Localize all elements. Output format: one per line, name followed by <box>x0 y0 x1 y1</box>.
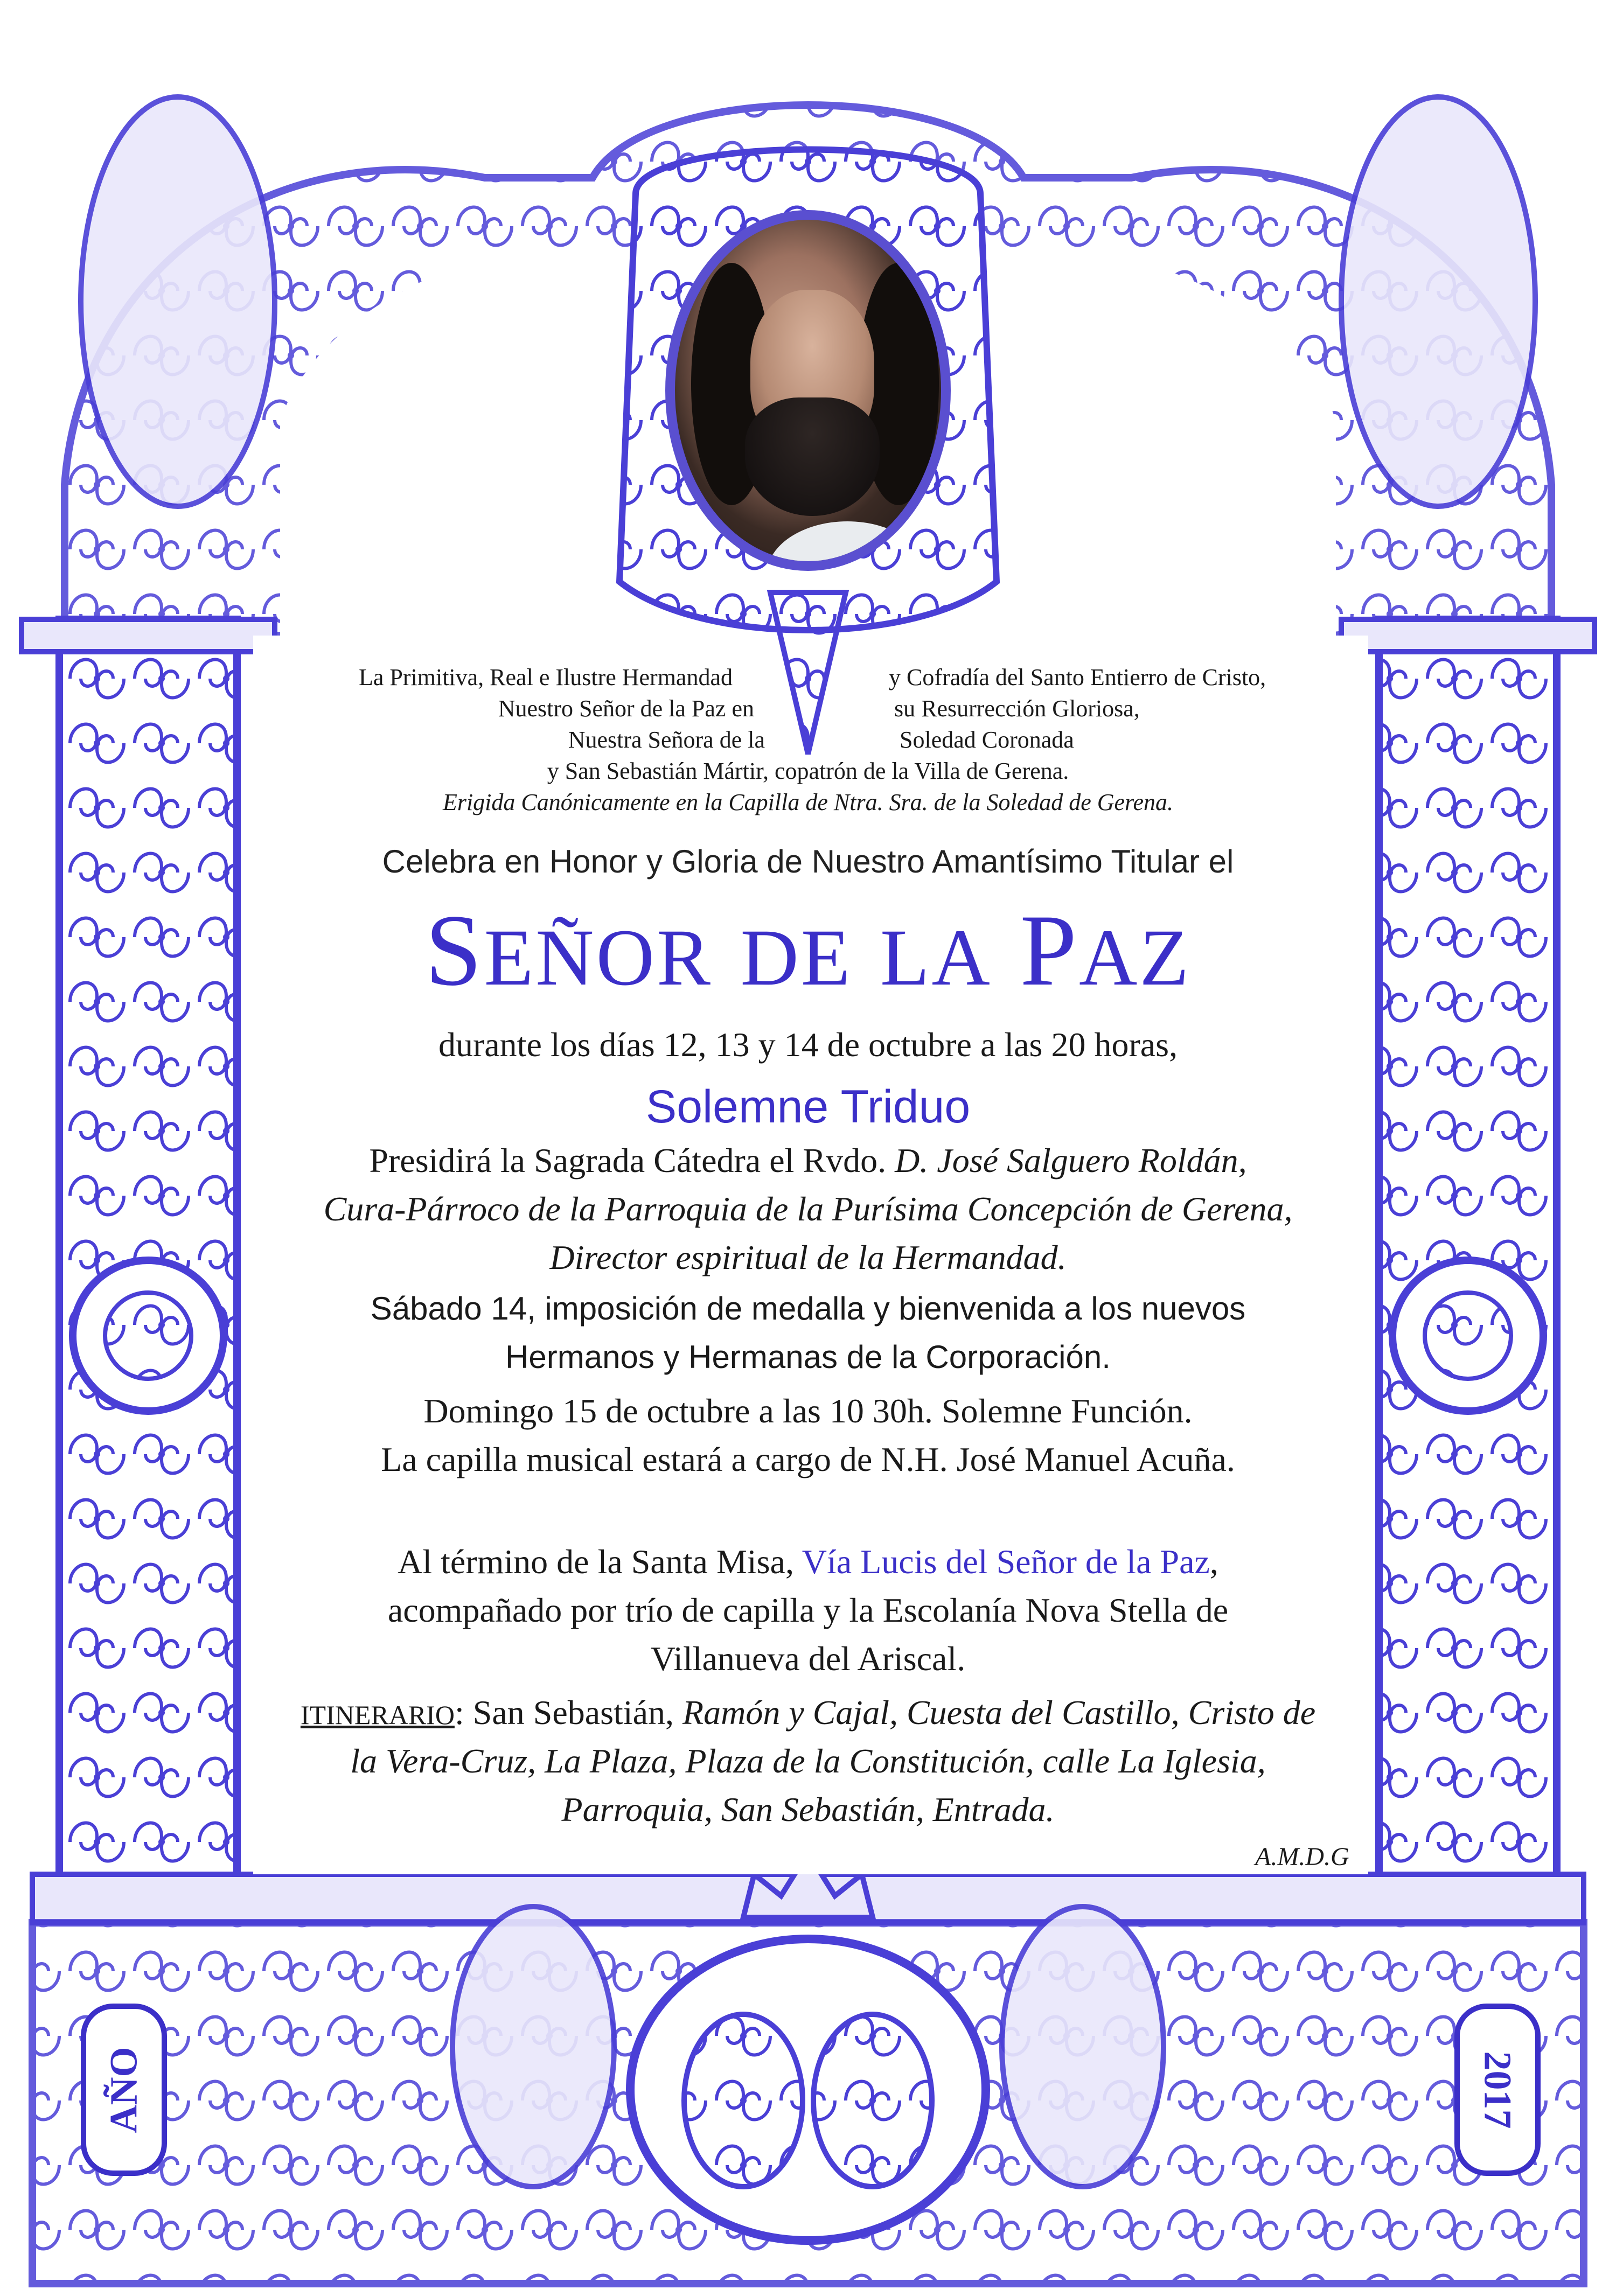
itinerario-line2: la Vera-Cruz, La Plaza, Plaza de la Constitución, calle La Iglesia, <box>350 1742 1266 1780</box>
title-az: AZ <box>1079 913 1192 1002</box>
preach-line3: Director espiritual de la Hermandad. <box>549 1238 1067 1276</box>
year-right-text: 2017 <box>1476 2051 1520 2128</box>
page-title <box>0 894 1616 1014</box>
year-label-right <box>1454 2004 1541 2176</box>
via-highlight: Vía Lucis del Señor de la Paz <box>802 1543 1210 1581</box>
title-enor: EÑOR <box>484 913 713 1002</box>
header-line3-right: Soledad Coronada <box>900 727 1074 753</box>
title-s: S <box>424 894 484 1007</box>
via-comma: , <box>1209 1543 1218 1581</box>
dates-line: durante los días 12, 13 y 14 de octubre a las 20 horas, <box>438 1025 1178 1064</box>
header-line4: y San Sebastián Mártir, copatrón de la Villa de Gerena. <box>547 758 1069 784</box>
itinerario-colon: : <box>454 1693 464 1732</box>
itinerario-label: ITINERARIO <box>300 1700 455 1730</box>
preach-prefix: Presidirá la Sagrada Cátedra el Rvdo. <box>369 1141 887 1180</box>
itinerario-line1-rest: Ramón y Cajal, Cuesta del Castillo, Cristo de <box>682 1693 1316 1732</box>
celebra-line: Celebra en Honor y Gloria de Nuestro Amantísimo Titular el <box>382 843 1234 880</box>
domingo-line2: La capilla musical estará a cargo de N.H. José Manuel Acuña. <box>381 1440 1235 1478</box>
via-prefix: Al término de la Santa Misa, <box>398 1543 794 1581</box>
title-la: LA <box>880 913 992 1002</box>
header-line3-left: Nuestra Señora de la <box>568 727 765 753</box>
itinerario-first: San Sebastián, <box>472 1693 674 1732</box>
via-line3: Villanueva del Ariscal. <box>650 1639 966 1678</box>
header-line5: Erigida Canónicamente en la Capilla de Ntra. Sra. de la Soledad de Gerena. <box>442 789 1174 815</box>
title-de: DE <box>740 913 853 1002</box>
via-line1 <box>0 1540 1616 1583</box>
itinerario-line3: Parroquia, San Sebastián, Entrada. <box>561 1790 1055 1829</box>
triduo-heading: Solemne Triduo <box>645 1081 971 1133</box>
portrait-beard <box>745 397 880 516</box>
header-line2-left: Nuestro Señor de la Paz en <box>498 695 754 722</box>
via-line2: acompañado por trío de capilla y la Escolanía Nova Stella de <box>387 1591 1229 1629</box>
header-line1-right: y Cofradía del Santo Entierro de Cristo, <box>889 664 1266 690</box>
title-p: P <box>1020 894 1079 1007</box>
header-line2-right: su Resurrección Gloriosa, <box>894 695 1140 722</box>
amdg-text: A.M.D.G <box>1255 1843 1349 1871</box>
sabado-line1: Sábado 14, imposición de medalla y bienvenida a los nuevos <box>370 1290 1246 1327</box>
portrait-image <box>665 210 951 571</box>
header-line1-left: La Primitiva, Real e Ilustre Hermandad <box>359 664 733 690</box>
itinerario-line1 <box>0 1691 1616 1736</box>
preach-line1 <box>0 1139 1616 1182</box>
sabado-line2: Hermanos y Hermanas de la Corporación. <box>505 1339 1111 1375</box>
year-left-text: AÑO <box>102 2047 145 2133</box>
preach-line2: Cura-Párroco de la Parroquia de la Purísima Concepción de Gerena, <box>323 1190 1293 1228</box>
year-label-left <box>81 2004 167 2176</box>
domingo-line1: Domingo 15 de octubre a las 10 30h. Solemne Función. <box>423 1392 1193 1430</box>
preach-name: D. José Salguero Roldán, <box>895 1141 1247 1180</box>
